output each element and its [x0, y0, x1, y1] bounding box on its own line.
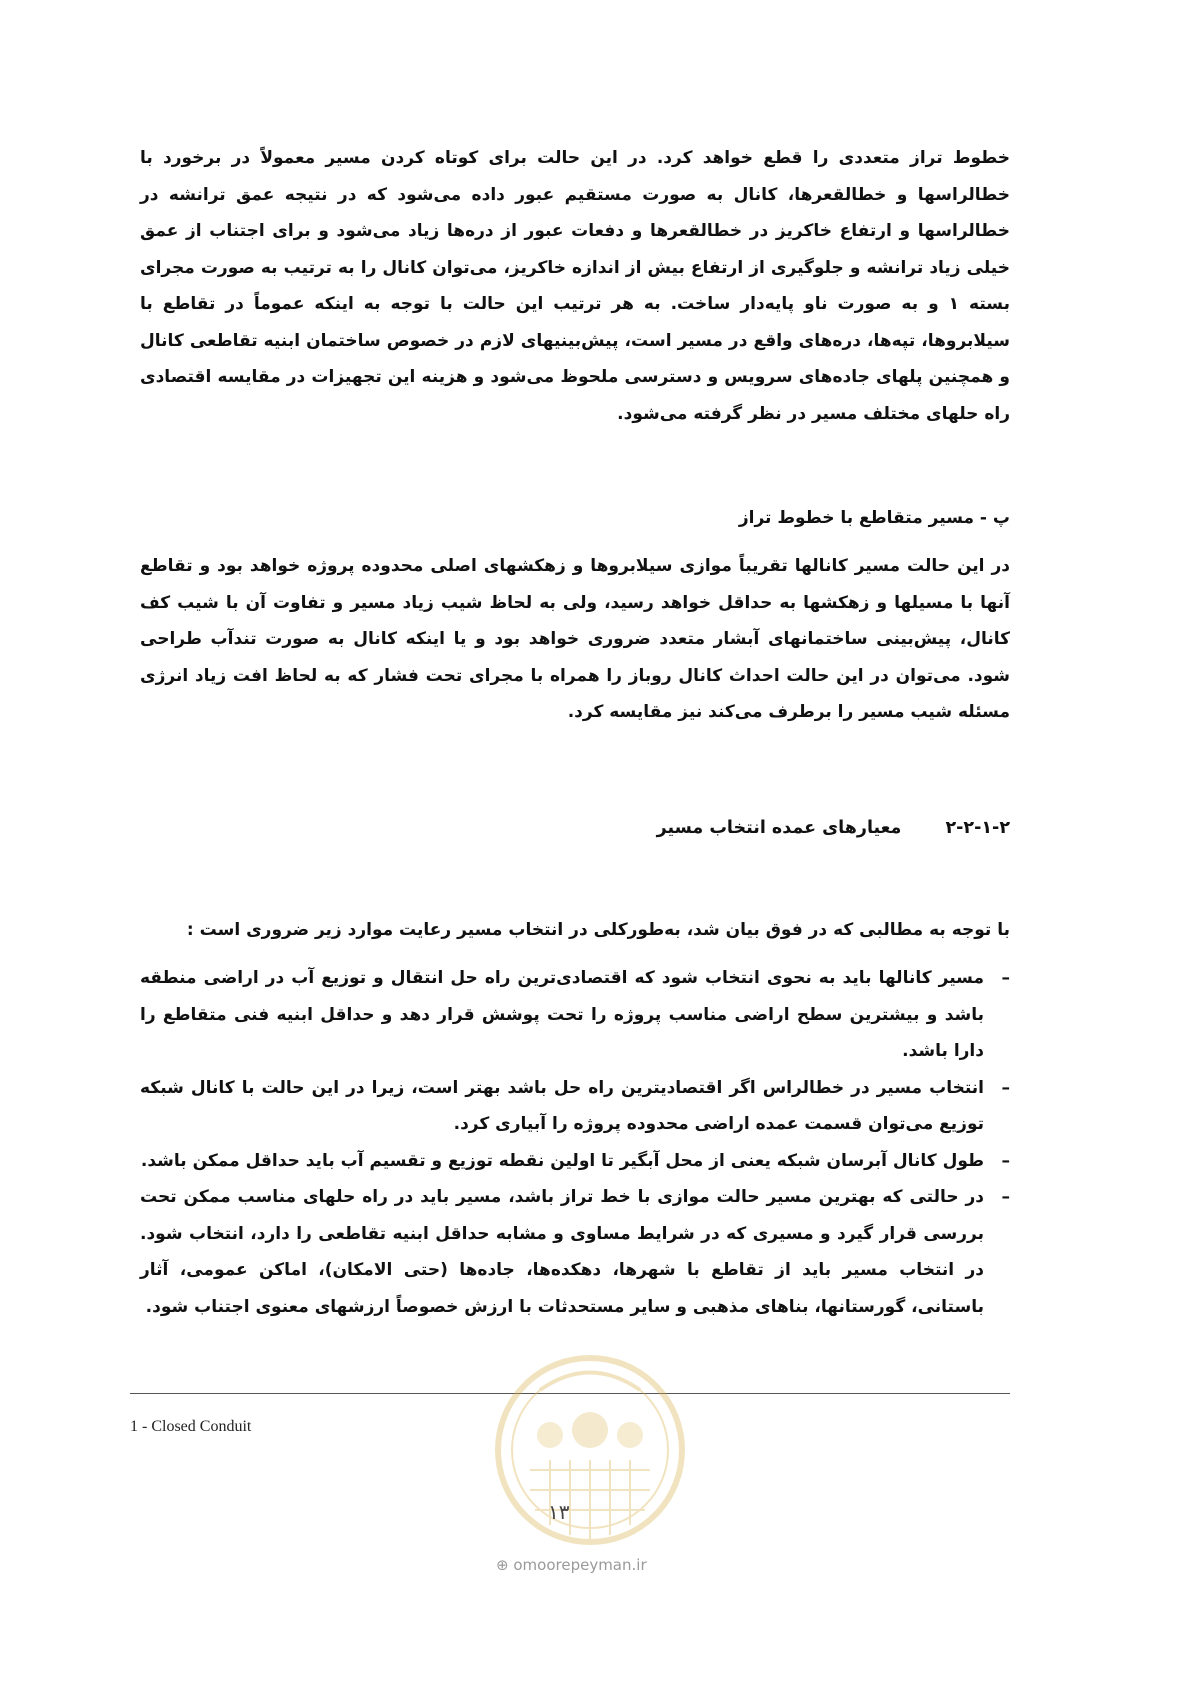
watermark-site — [496, 1556, 647, 1574]
section-number: ۲-۲-۱-۲ — [945, 818, 1010, 838]
list-item — [140, 1143, 1010, 1180]
bullet-dash: – — [1001, 1150, 1010, 1171]
watermark-site-text: omoorepeyman.ir — [513, 1556, 647, 1574]
globe-icon: ⊕ — [496, 1556, 509, 1574]
section-title: معیارهای عمده انتخاب مسیر — [656, 818, 902, 838]
paragraph-1: خطوط تراز متعددی را قطع خواهد کرد. در این حالت برای کوتاه کردن مسیر معمولاً در برخورد با خطالراسها و خطالقعرها، کانال به صورت مستقیم عبور داده می‌شود که در نتیجه عمق ترانشه در خطالراسها و ارتفاع خاکریز در خطالقعرها و دفعات عبور از دره‌ها زیاد می‌شود و برای اجتناب از عمق خیلی زیاد ترانشه و جلوگیری از ارتفاع بیش از اندازه خاکریز، می‌توان کانال را به ترتیب به صورت مجرای بسته ۱ و به صورت ناو پایه‌دار ساخت. به هر ترتیب این حالت با توجه به اینکه عموماً در تقاطع با سیلابروها، تپه‌ها، دره‌های واقع در مسیر است، پیش‌بینیهای لازم در خصوص ساختمان ابنیه تقاطعی کانال و همچنین پلهای جاده‌های سرویس و دسترسی ملحوظ می‌شود و هزینه این تجهیزات در مقایسه اقتصادی راه حلهای مختلف مسیر در نظر گرفته می‌شود. — [140, 148, 1010, 424]
list-item-text: مسیر کانالها باید به نحوی انتخاب شود که اقتصادی‌ترین راه حل انتقال و توزیع آب در اراضی منطقه باشد و بیشترین سطح اراضی مناسب پروژه را تحت پوشش قرار دهد و حداقل ابنیه فنی متقاطع را دارا باشد. — [140, 968, 984, 1061]
bullet-dash: – — [1001, 1077, 1010, 1098]
list-item — [140, 1070, 1010, 1143]
bullet-dash: – — [1001, 1187, 1010, 1207]
watermark-logo-icon — [490, 1350, 690, 1550]
paragraph-3: با توجه به مطالبی که در فوق بیان شد، به‌طورکلی در انتخاب مسیر رعایت موارد زیر ضروری است : — [186, 920, 1010, 940]
list-item-text: طول کانال آبرسان شبکه یعنی از محل آبگیر تا اولین نقطه توزیع و تقسیم آب باید حداقل ممکن باشد. — [140, 1150, 984, 1171]
list-item — [140, 960, 1010, 1070]
list-item-text: انتخاب مسیر در خطالراس اگر اقتصادیترین راه حل باشد بهتر است، زیرا در این حالت با کانال شبکه توزیع می‌توان قسمت عمده اراضی محدوده پروژه را آبیاری کرد. — [140, 1077, 984, 1134]
list-item-text: در حالتی که بهترین مسیر حالت موازی با خط تراز باشد، مسیر باید در راه حلهای مناسب ممکن تحت بررسی قرار گیرد و مسیری که در شرایط مساوی و مشابه حداقل ابنیه تقاطعی را دارد، انتخاب شود. در انتخاب مسیر باید از تقاطع با شهرها، دهکده‌ها، جاده‌ها (حتی الامکان)، اماکن عمومی، آثار باستانی، گورستانها، بناهای مذهبی و سایر مستحدثات با ارزش خصوصاً ارزشهای معنوی اجتناب شود. — [140, 1187, 984, 1317]
bullet-dash: – — [1001, 968, 1010, 988]
paragraph-2: در این حالت مسیر کانالها تقریباً موازی سیلابروها و زهکشهای اصلی محدوده پروژه خواهد بود و تقاطع آنها با مسیلها و زهکشها به حداقل خواهد رسید، ولی به لحاظ شیب زیاد مسیر و تفاوت آن با شیب کف کانال، پیش‌بینی ساختمانهای آبشار متعدد ضروری خواهد بود و یا اینکه کانال به صورت تندآب طراحی شود. می‌توان در این حالت احداث کانال روباز را همراه با مجرای تحت فشار که به لحاظ افت زیاد انرژی مسئله شیب مسیر را برطرف می‌کند نیز مقایسه کرد. — [140, 556, 1010, 722]
page-number: ۱۳ — [548, 1500, 570, 1524]
footnote: 1 - Closed Conduit — [130, 1418, 252, 1435]
list-item — [140, 1179, 1010, 1325]
subheading-p: پ - مسیر متقاطع با خطوط تراز — [738, 508, 1010, 528]
criteria-list — [140, 960, 1010, 1325]
section-heading — [657, 818, 1010, 838]
